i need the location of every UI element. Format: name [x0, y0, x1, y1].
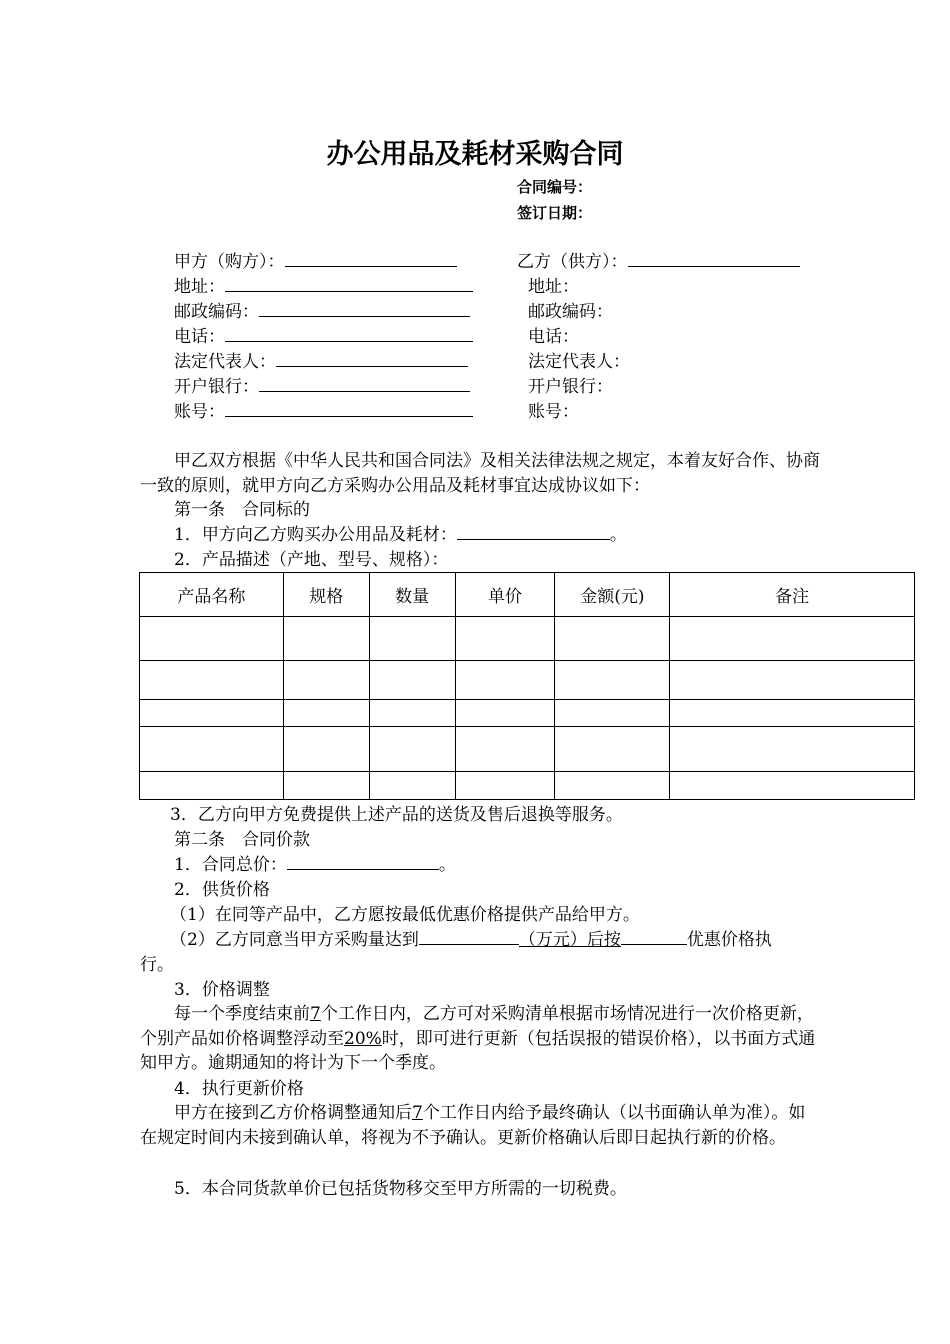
table-cell[interactable]	[283, 727, 369, 772]
supply-price-item-2-text-c: 优惠价格执	[686, 930, 772, 950]
page-title: 办公用品及耗材采购合同	[326, 139, 624, 170]
party-b-bank-label: 开户银行：	[528, 377, 613, 397]
party-a-title: 甲方（购方）：	[174, 252, 285, 272]
intro-paragraph: 甲乙双方根据《中华人民共和国合同法》及相关法律法规之规定，本着友好合作、协商一致的原则，就甲方向乙方采购办公用品及耗材事宜达成协议如下：	[140, 451, 820, 496]
party-a-legal-rep-field[interactable]	[276, 350, 468, 367]
table-row	[140, 772, 915, 800]
supply-price-item-1: （1）在同等产品中，乙方愿按最低优惠价格提供产品给甲方。	[170, 905, 640, 925]
party-b-address-label: 地址：	[528, 277, 579, 297]
table-header-cell: 备注	[670, 573, 915, 617]
table-cell[interactable]	[283, 700, 369, 727]
party-a-address-row	[174, 275, 473, 299]
article-1-item-1	[174, 523, 627, 547]
table-row	[140, 617, 915, 661]
exec-price-text-b: 个工作日内给予最终确认（以书面确认单为准）。如在规定时间内未接到确认单，将视为不予确认。更新价格确认后即日起执行新的价格。	[140, 1103, 806, 1148]
table-cell[interactable]	[555, 727, 670, 772]
party-b-legal-rep-label: 法定代表人：	[528, 352, 630, 372]
party-a-phone-field[interactable]	[225, 325, 473, 342]
tax-clause: 5．本合同货款单价已包括货物移交至甲方所需的一切税费。	[174, 1179, 627, 1199]
table-header-row	[140, 573, 915, 617]
table-cell[interactable]	[283, 661, 369, 700]
supply-price-item-2-unit: （万元）后按	[518, 930, 621, 950]
party-a-account-label: 账号：	[174, 402, 225, 422]
table-cell[interactable]	[455, 700, 555, 727]
table-cell[interactable]	[140, 700, 284, 727]
party-a-account-field[interactable]	[225, 400, 473, 417]
party-a-phone-row	[174, 325, 473, 349]
purchase-items-field[interactable]	[457, 523, 610, 540]
party-a-bank-label: 开户银行：	[174, 377, 259, 397]
product-table	[139, 572, 915, 800]
party-a-address-label: 地址：	[174, 277, 225, 297]
table-header-cell: 数量	[369, 573, 455, 617]
article-1-item-2: 2．产品描述（产地、型号、规格）：	[174, 550, 449, 570]
table-cell[interactable]	[369, 617, 455, 661]
party-a-legal-rep-label: 法定代表人：	[174, 352, 276, 372]
exec-price-text-a: 甲方在接到乙方价格调整通知后	[174, 1103, 412, 1123]
table-header-cell: 金额(元)	[555, 573, 670, 617]
table-header-cell: 产品名称	[140, 573, 284, 617]
party-a-postcode-row	[174, 300, 470, 324]
table-cell[interactable]	[670, 661, 915, 700]
price-adjust-text-b: 个工作日内，乙方可对采购清单根据市场情况进行一次价格更新，个别产品如价格调整浮动至	[140, 1004, 814, 1049]
table-cell[interactable]	[140, 727, 284, 772]
party-a-bank-field[interactable]	[259, 375, 470, 392]
party-a-title-row	[174, 250, 457, 274]
contract-total-label: 1．合同总价：	[174, 855, 287, 875]
article-1-item-3: 3．乙方向甲方免费提供上述产品的送货及售后退换等服务。	[170, 805, 623, 825]
contract-total-suffix: 。	[438, 855, 456, 875]
exec-price-heading: 4．执行更新价格	[174, 1079, 304, 1099]
table-cell[interactable]	[555, 661, 670, 700]
party-b-title-row	[517, 250, 800, 274]
discount-field[interactable]	[621, 928, 687, 945]
article-1-item-1-label: 1．甲方向乙方购买办公用品及耗材：	[174, 525, 457, 545]
table-cell[interactable]	[555, 700, 670, 727]
purchase-volume-field[interactable]	[419, 928, 519, 945]
table-cell[interactable]	[369, 772, 455, 800]
party-b-title: 乙方（供方）：	[517, 252, 628, 272]
party-a-legal-rep-row	[174, 350, 468, 374]
price-adjust-heading: 3．价格调整	[174, 980, 270, 1000]
exec-price-days: 7	[412, 1103, 423, 1123]
table-cell[interactable]	[555, 772, 670, 800]
price-adjust-text-a: 每一个季度结束前	[174, 1004, 310, 1024]
table-row	[140, 727, 915, 772]
party-b-postcode-label: 邮政编码：	[528, 302, 613, 322]
party-a-phone-label: 电话：	[174, 327, 225, 347]
party-b-name-field[interactable]	[628, 250, 800, 267]
table-cell[interactable]	[369, 661, 455, 700]
table-cell[interactable]	[670, 772, 915, 800]
table-cell[interactable]	[455, 772, 555, 800]
table-cell[interactable]	[283, 617, 369, 661]
table-cell[interactable]	[670, 617, 915, 661]
table-header-cell: 规格	[283, 573, 369, 617]
exec-price-paragraph	[140, 1101, 820, 1150]
table-cell[interactable]	[140, 661, 284, 700]
article-1-item-1-suffix: 。	[609, 525, 627, 545]
party-a-name-field[interactable]	[285, 250, 457, 267]
table-row	[140, 700, 915, 727]
party-b-account-label: 账号：	[528, 402, 579, 422]
contract-total-row	[174, 853, 456, 877]
price-adjust-percent: 20%	[344, 1028, 382, 1049]
table-cell[interactable]	[140, 772, 284, 800]
supply-price-item-2-end: 行。	[140, 955, 174, 975]
table-cell[interactable]	[455, 661, 555, 700]
table-cell[interactable]	[455, 727, 555, 772]
price-adjust-text-c: 时，即可进行更新（包括误报的错误价格），以书面方式通知甲方。逾期通知的将计为下一个季度。	[140, 1028, 816, 1073]
supply-price-item-2	[170, 928, 772, 952]
table-cell[interactable]	[283, 772, 369, 800]
party-a-address-field[interactable]	[225, 275, 473, 292]
party-b-phone-label: 电话：	[528, 327, 579, 347]
table-header-cell: 单价	[455, 573, 555, 617]
price-adjust-days: 7	[310, 1004, 321, 1024]
table-cell[interactable]	[670, 700, 915, 727]
contract-no-label: 合同编号：	[517, 178, 593, 196]
table-cell[interactable]	[369, 727, 455, 772]
party-a-postcode-label: 邮政编码：	[174, 302, 259, 322]
article-1-heading: 第一条 合同标的	[174, 500, 310, 520]
supply-price-heading: 2．供货价格	[174, 880, 270, 900]
table-cell[interactable]	[455, 617, 555, 661]
table-row	[140, 661, 915, 700]
party-a-postcode-field[interactable]	[259, 300, 470, 317]
table-cell[interactable]	[140, 617, 284, 661]
party-a-account-row	[174, 400, 473, 424]
price-adjust-paragraph	[140, 1002, 820, 1076]
table-cell[interactable]	[670, 727, 915, 772]
contract-total-field[interactable]	[287, 853, 439, 870]
article-2-heading: 第二条 合同价款	[174, 830, 310, 850]
sign-date-label: 签订日期：	[517, 204, 593, 222]
table-cell[interactable]	[555, 617, 670, 661]
party-a-bank-row	[174, 375, 470, 399]
supply-price-item-2-text-a: （2）乙方同意当甲方采购量达到	[170, 930, 419, 950]
table-cell[interactable]	[369, 700, 455, 727]
